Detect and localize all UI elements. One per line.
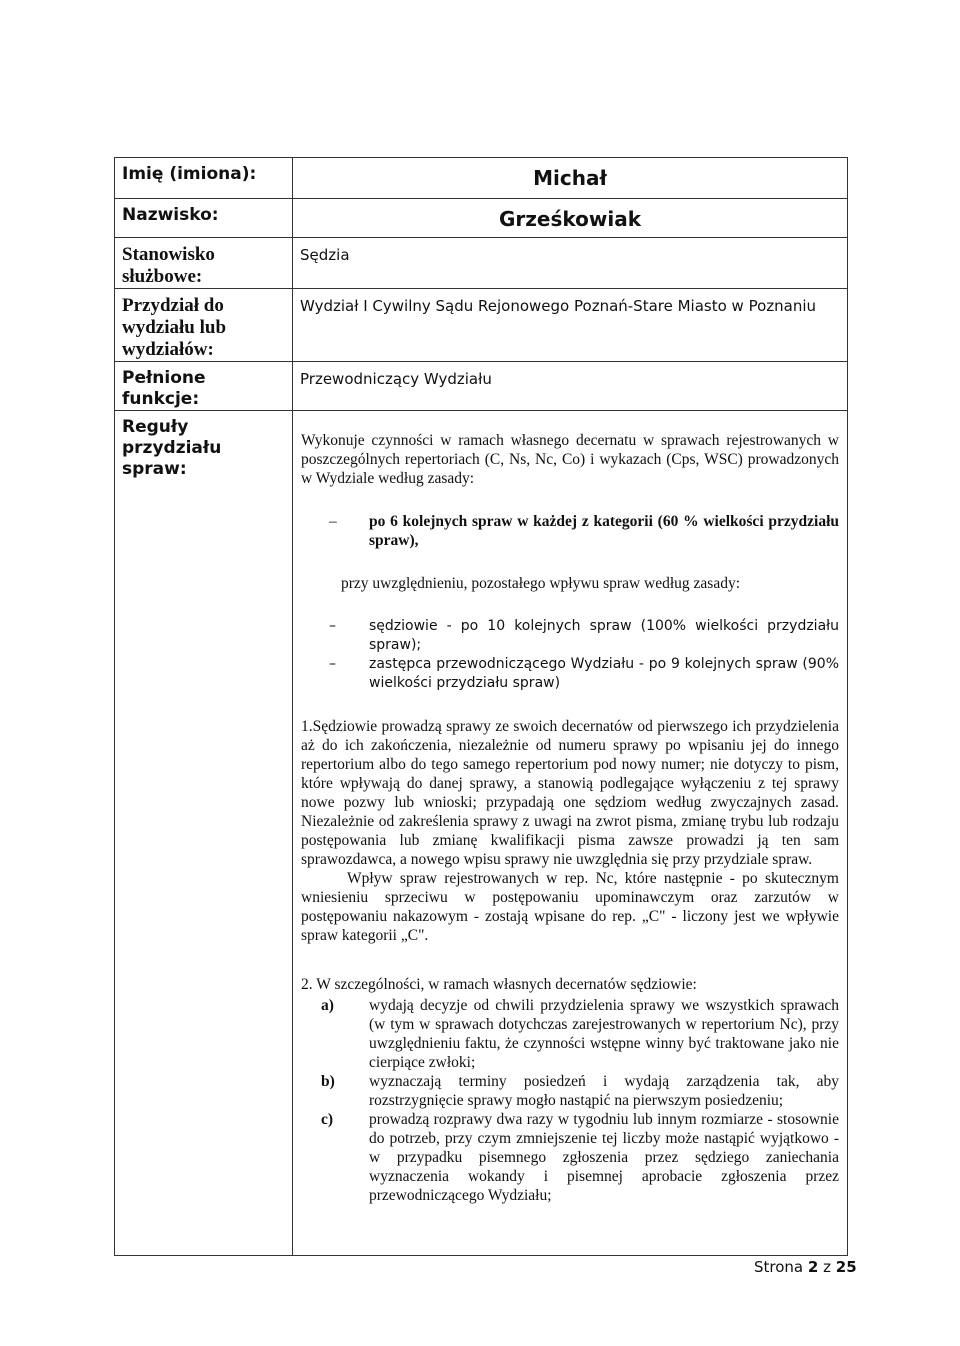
alpha-item-a: a) wydają decyzje od chwili przydzielenia sprawy we wszystkich sprawach (w tym w sprawach dotychczas zarejestrowanych w repertorium Nc), przy uwzględnieniu faktu, że czynności wstępne winny być traktowane jako nie cierpiące zwłoki;: [321, 997, 839, 1071]
bold-item-text: po 6 kolejnych spraw w każdej z kategorii (60 % wielkości przydziału spraw),: [369, 513, 839, 549]
rules-intro: Wykonuje czynności w ramach własnego decernatu w sprawach rejestrowanych w poszczególnych repertoriach (C, Ns, Nc, Co) i wykazach (Cps, WSC) prowadzonych w Wydziale według zasady:: [301, 432, 839, 487]
row-rules: [115, 411, 848, 1256]
row-position: [115, 238, 848, 289]
footer-of: z: [823, 1258, 831, 1276]
value-last-name: Grześkowiak: [293, 199, 848, 238]
value-position: Sędzia: [293, 238, 848, 289]
paragraph-1: 1.Sędziowie prowadzą sprawy ze swoich decernatów od pierwszego ich przydzielenia aż do ich zakończenia, niezależnie od numeru sprawy po wpisaniu jej do innego repertorium albo do tego samego repertorium pod nowy numer; nie dotyczy to pism, które wpływają do danej sprawy, a stanowią podlegające wyłączeniu z tej sprawy nowe pozwy lub wnioski; przypadają one sędziom według zwyczajnych zasad. Niezależnie od zakreślenia sprawy z uwagi na zwrot pisma, zmianę trybu lub rodzaju postępowania lub zmianę kwalifikacji pisma zawsze prowadzi ją ten sam sprawozdawca, a nowego wpisu sprawy nie uwzględnia się przy przydziale spraw.: [301, 718, 839, 868]
label-first-name: Imię (imiona):: [115, 158, 293, 199]
alpha-item-c: c) prowadzą rozprawy dwa razy w tygodniu lub innym rozmiarze - stosownie do potrzeb, przy czym zmniejszenie tej liczby może nastąpić wyjątkowo - w przypadku pisemnego zgłoszenia przez sędziego zaniechania wyznaczenia wokandy i pisemnej aprobacie zgłoszenia przez przewodniczącego Wydziału;: [321, 1111, 839, 1204]
row-first-name: [115, 158, 848, 199]
value-division: Wydział I Cywilny Sądu Rejonowego Poznań-Stare Miasto w Poznaniu: [293, 289, 848, 362]
footer-total: 25: [835, 1258, 857, 1276]
row-last-name: [115, 199, 848, 238]
row-functions: [115, 362, 848, 411]
dash-item-2: – zastępca przewodniczącego Wydziału - po 9 kolejnych spraw (90% wielkości przydziału spraw): [329, 656, 839, 691]
rules-cell: [293, 411, 848, 1256]
judge-info-table: [114, 157, 848, 1256]
value-functions: Przewodniczący Wydziału: [293, 362, 848, 411]
row-division: [115, 289, 848, 362]
consider-text: przy uwzględnieniu, pozostałego wpływu spraw według zasady:: [341, 575, 741, 592]
label-functions: Pełnione funkcje:: [115, 362, 293, 411]
label-division: Przydział do wydziału lub wydziałów:: [115, 289, 293, 362]
page-footer: [754, 1258, 857, 1276]
footer-prefix: Strona: [754, 1258, 804, 1276]
bold-list-item: – po 6 kolejnych spraw w każdej z kategorii (60 % wielkości przydziału spraw),: [329, 513, 839, 549]
paragraph-3-head: 2. W szczególności, w ramach własnych decernatów sędziowie:: [301, 976, 697, 993]
footer-page: 2: [807, 1258, 819, 1276]
label-position: Stanowisko służbowe:: [115, 238, 293, 289]
paragraph-2: Wpływ spraw rejestrowanych w rep. Nc, które następnie - po skutecznym wniesieniu sprzeciwu w postępowaniu upominawczym oraz zarzutów w postępowaniu nakazowym - zostają wpisane do rep. „C" - liczony jest we wpływie spraw kategorii „C".: [301, 870, 839, 944]
value-first-name: Michał: [293, 158, 848, 199]
label-last-name: Nazwisko:: [115, 199, 293, 238]
label-rules: Reguły przydziału spraw:: [115, 411, 293, 1256]
alpha-item-b: b) wyznaczają terminy posiedzeń i wydają zarządzenia tak, aby rozstrzygnięcie sprawy mogło nastąpić na pierwszym posiedzeniu;: [321, 1073, 839, 1109]
dash-item-1: – sędziowie - po 10 kolejnych spraw (100% wielkości przydziału spraw);: [329, 618, 839, 653]
